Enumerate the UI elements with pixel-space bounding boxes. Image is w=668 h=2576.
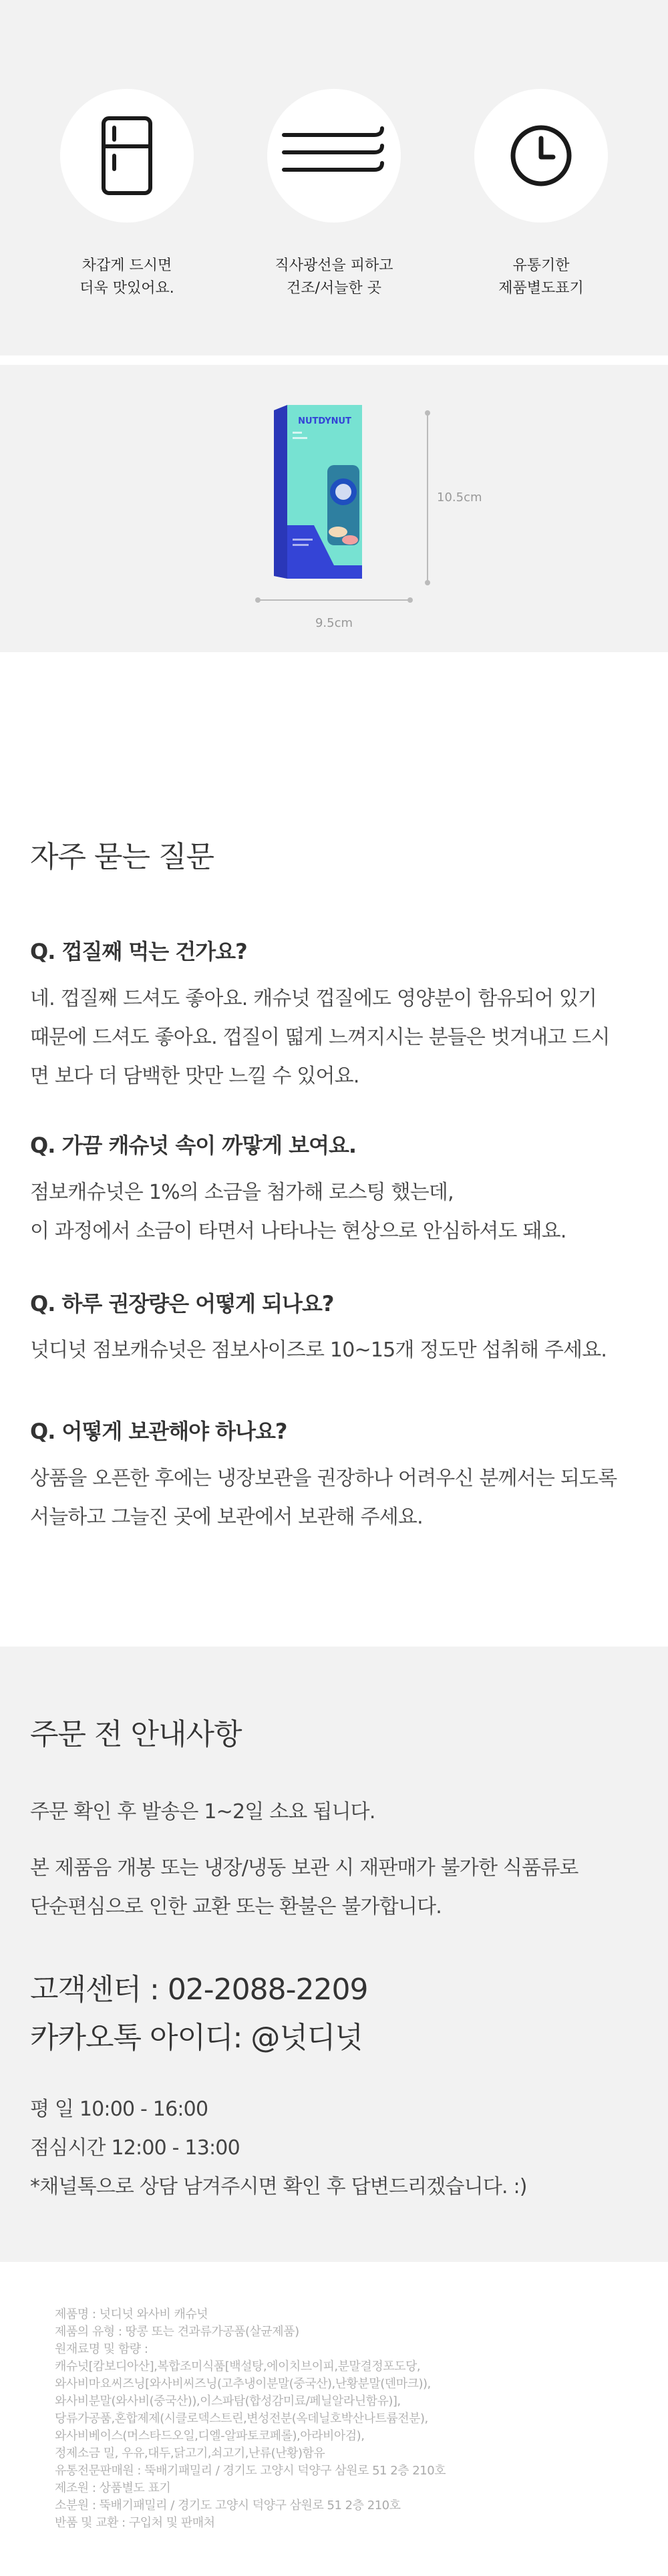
kakao-id: 카카오톡 아이디: @넛디넛 [30,2021,363,2055]
legal-line: 소분원 : 뚝배기패밀리 / 경기도 고양시 덕양구 삼원로 51 2층 210호 [55,2498,401,2513]
legal-line: 당류가공품,혼합제제(시클로덱스트린,변성전분(옥데닐호박산나트륨전분), [55,2412,428,2426]
sunlight-icon [267,89,401,223]
storage-label: 직사광선을 피하고 건조/서늘한 곳 [275,257,393,297]
product-box-image [0,365,668,652]
legal-line: 와사비분말(와사비(중국산)),이스파탐(합성감미료/페닐알라닌함유)], [55,2394,401,2408]
legal-line: 원재료명 및 함량 : [55,2342,148,2356]
storage-label: 차갑게 드시면 더욱 맛있어요. [79,257,174,297]
fridge-icon [60,89,194,223]
legal-line: 와사비마요씨즈닝[와사비씨즈닝(고추냉이분말(중국산),난황분말(덴마크)), [55,2377,431,2391]
shipping-notice: 주문 확인 후 발송은 1~2일 소요 됩니다. [30,1800,375,1824]
product-size-section [0,365,668,652]
faq-question: Q. 가끔 캐슈넛 속이 까맣게 보여요. [30,1133,357,1158]
clock-icon [474,89,608,223]
product-brand-label: NUTDYNUT [298,416,351,426]
faq-answer: 네. 껍질째 드셔도 좋아요. 캐슈넛 껍질에도 영양분이 함유되어 있기 때문에 드셔도 좋아요. 껍질이 떫게 느껴지시는 분들은 벗겨내고 드시 면 보다 더 담백한 맛만 느낄 수 있어요. [30,987,610,1088]
height-label: 10.5cm [437,490,482,505]
legal-line: 제품의 유형 : 땅콩 또는 견과류가공품(살균제품) [55,2325,299,2339]
faq-answer: 넛디넛 점보캐슈넛은 점보사이즈로 10~15개 정도만 섭취해 주세요. [30,1338,607,1362]
faq-question: Q. 하루 권장량은 어떻게 되나요? [30,1291,334,1316]
legal-text-block [55,2306,643,2532]
faq-question: Q. 어떻게 보관해야 하나요? [30,1419,287,1444]
storage-item-expiry [468,89,615,300]
storage-item-fridge [53,89,200,300]
faq-answer: 상품을 오픈한 후에는 냉장보관을 권장하나 어려우신 분께서는 되도록 서늘하고 그늘진 곳에 보관에서 보관해 주세요. [30,1467,617,1529]
refund-notice: 본 제품음 개봉 또는 냉장/냉동 보관 시 재판매가 불가한 식품류로 단순편심으로 인한 교환 또는 환불은 불가합니다. [30,1856,578,1918]
legal-line: 유통전문판매원 : 뚝배기패밀리 / 경기도 고양시 덕양구 삼원로 51 2층 210호 [55,2464,446,2478]
width-label: 9.5cm [315,616,353,630]
storage-label: 유통기한 제품별도표기 [498,257,584,297]
order-notice-section [0,1647,668,2262]
storage-item-sunlight [261,89,407,300]
business-hours: 평 일 10:00 - 16:00 점심시간 12:00 - 13:00 *채널톡으로 상담 남겨주시면 확인 후 답변드리겠습니다. :) [30,2098,527,2198]
faq-question: Q. 껍질째 먹는 건가요? [30,939,247,964]
legal-line: 제조원 : 상품별도 표기 [55,2481,171,2495]
faq-answer: 점보캐슈넛은 1%의 소금을 첨가해 로스팅 했는데, 이 과정에서 소금이 타면서 나타나는 현상으로 안심하셔도 돼요. [30,1181,566,1243]
legal-line: 정제소금 밀, 우유,대두,닭고기,쇠고기,난류(난황)함유 [55,2446,325,2460]
storage-info-section [0,0,668,355]
legal-line: 와사비베이스(머스타드오일,디엘-알파토코페롤),아라비아검), [55,2429,365,2443]
legal-line: 캐슈넛[캄보디아산],복합조미식품[백설탕,에이치브이피,분말결정포도당, [55,2359,421,2374]
legal-line: 제품명 : 넛디넛 와사비 캐슈넛 [55,2307,208,2321]
cs-phone: 고객센터 : 02-2088-2209 [30,1973,368,2007]
faq-section [0,652,668,1647]
faq-title: 자주 묻는 질문 [30,840,214,874]
order-notice-title: 주문 전 안내사항 [30,1717,242,1751]
legal-line: 반품 및 교환 : 구입처 및 판매처 [55,2516,215,2530]
product-legal-info [0,2262,668,2576]
